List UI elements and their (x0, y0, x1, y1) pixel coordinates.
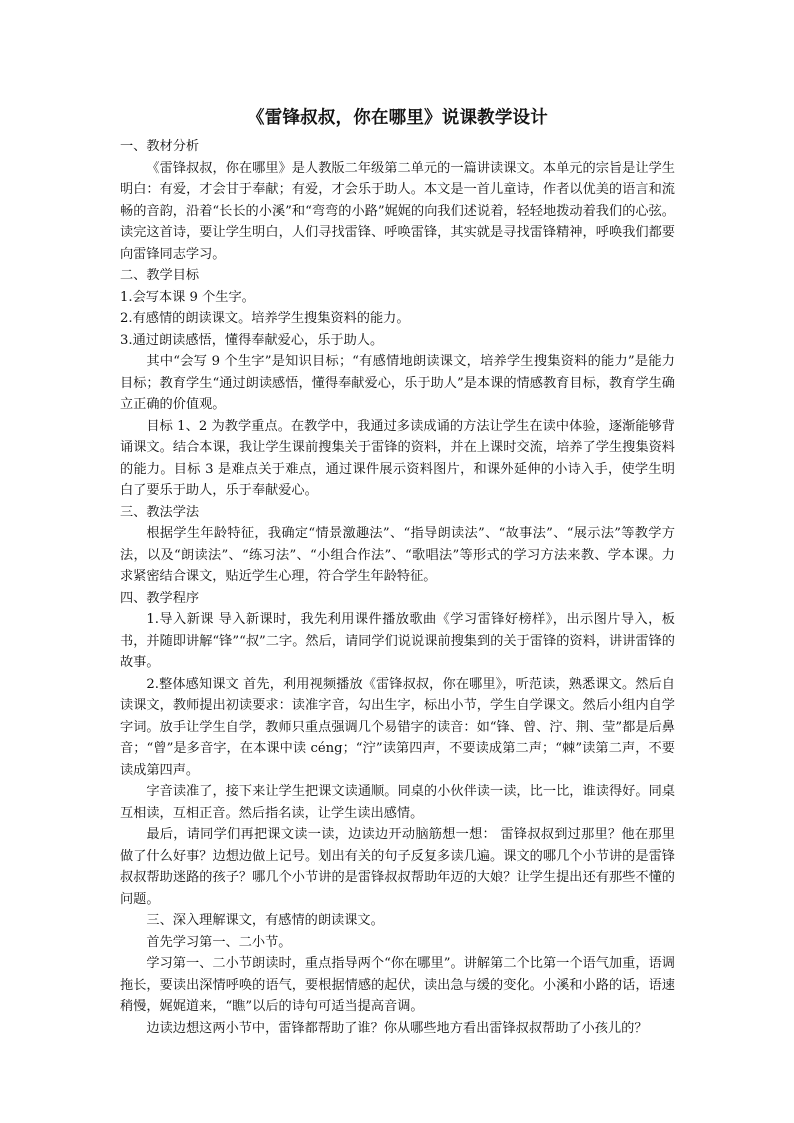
body-paragraph: 根据学生年龄特征，我确定“情景激趣法”、“指导朗读法”、“故事法”、“展示法”等教学方法，以及“朗读法”、“练习法”、“小组合作法”、“歌唱法”等形式的学习方法来教、学本课。力求紧密结合课文，贴近学生心理，符合学生年龄特征。 (120, 526, 675, 584)
document-title: 《雷锋叔叔，你在哪里》说课教学设计 (247, 108, 548, 128)
body-paragraph: 字音读准了，接下来让学生把课文读通顺。同桌的小伙伴读一读，比一比，谁读得好。同桌互相读，互相正音。然后指名读，让学生读出感情。 (120, 784, 675, 821)
document-page (120, 106, 675, 1039)
body-paragraph: 1.导入新课 导入新课时，我先利用课件播放歌曲《学习雷锋好榜样》，出示图片导入，板书，并随即讲解“锋”“叔”二字。然后，请同学们说说课前搜集到的关于雷锋的资料，讲讲雷锋的故事。 (120, 612, 675, 670)
body-paragraph: 学习第一、二小节朗读时，重点指导两个“你在哪里”。讲解第二个比第一个语气加重，语调拖长，要读出深情呼唤的语气，要根据情感的起伏，读出急与缓的变化。小溪和小路的话，语速稍慢，娓娓道来，“瞧”以后的诗句可适当提高音调。 (120, 956, 675, 1014)
body-paragraph: 首先学习第一、二小节。 (146, 934, 292, 950)
body-paragraph: 《雷锋叔叔，你在哪里》是人教版二年级第二单元的一篇讲读课文。本单元的宗旨是让学生明白：有爱，才会甘于奉献；有爱，才会乐于助人。本文是一首儿童诗，作者以优美的语言和流畅的音韵，沿着“长长的小溪”和“弯弯的小路”娓娓的向我们述说着，轻轻地拨动着我们的心弦。读完这首诗，要让学生明白，人们寻找雷锋、呼唤雷锋，其实就是寻找雷锋精神，呼唤我们都要向雷锋同志学习。 (120, 160, 675, 262)
body-paragraph: 2.有感情的朗读课文。培养学生搜集资料的能力。 (120, 311, 410, 326)
section-heading: 三、教法学法 (120, 504, 200, 520)
body-paragraph: 3.通过朗读感悟，懂得奉献爱心，乐于助人。 (120, 332, 384, 348)
section-heading: 二、教学目标 (120, 268, 200, 283)
document-body (120, 136, 675, 1039)
body-paragraph: 最后，请同学们再把课文读一读，边读边开动脑筋想一想： 雷锋叔叔到过那里？他在那里做了什么好事？边想边做上记号。划出有关的句子反复多读几遍。课文的哪几个小节讲的是雷锋叔叔帮助迷路的孩子？哪几个小节讲的是雷锋叔叔帮助年迈的大娘？让学生提出还有那些不懂的问题。 (120, 827, 675, 907)
body-paragraph: 三、深入理解课文，有感情的朗读课文。 (146, 913, 384, 928)
body-paragraph: 其中“会写 9 个生字”是知识目标；“有感情地朗读课文，培养学生搜集资料的能力”是能力目标；教育学生“通过朗读感悟，懂得奉献爱心，乐于助人”是本课的情感教育目标，教育学生确立正确的价值观。 (120, 354, 675, 412)
body-paragraph: 边读边想这两小节中，雷锋都帮助了谁？你从哪些地方看出雷锋叔叔帮助了小孩儿的？ (146, 1020, 648, 1036)
body-paragraph: 目标 1、2 为教学重点。在教学中，我通过多读成诵的方法让学生在读中体验，逐渐能够背诵课文。结合本课，我让学生课前搜集关于雷锋的资料，并在上课时交流，培养了学生搜集资料的能力。目标 3 是难点关于难点，通过课件展示资料图片，和课外延伸的小诗入手，使学生明白了要乐于助人，乐于奉献爱心。 (120, 418, 675, 498)
section-heading: 四、教学程序 (120, 590, 200, 606)
body-paragraph: 2.整体感知课文 首先，利用视频播放《雷锋叔叔，你在哪里》，听范读，熟悉课文。然后自读课文，教师提出初读要求：读准字音，勾出生字，标出小节，学生自学课文。然后小组内自学字词。放手让学生自学，教师只重点强调几个易错字的读音：如“锋、曾、泞、荆、莹”都是后鼻音；“曾”是多音字，在本课中读 céng；“泞”读第四声，不要读成第二声；“棘”读第二声，不要读成第四声。 (120, 676, 675, 778)
section-heading: 一、教材分析 (120, 139, 200, 154)
body-paragraph: 1.会写本课 9 个生字。 (120, 289, 255, 305)
